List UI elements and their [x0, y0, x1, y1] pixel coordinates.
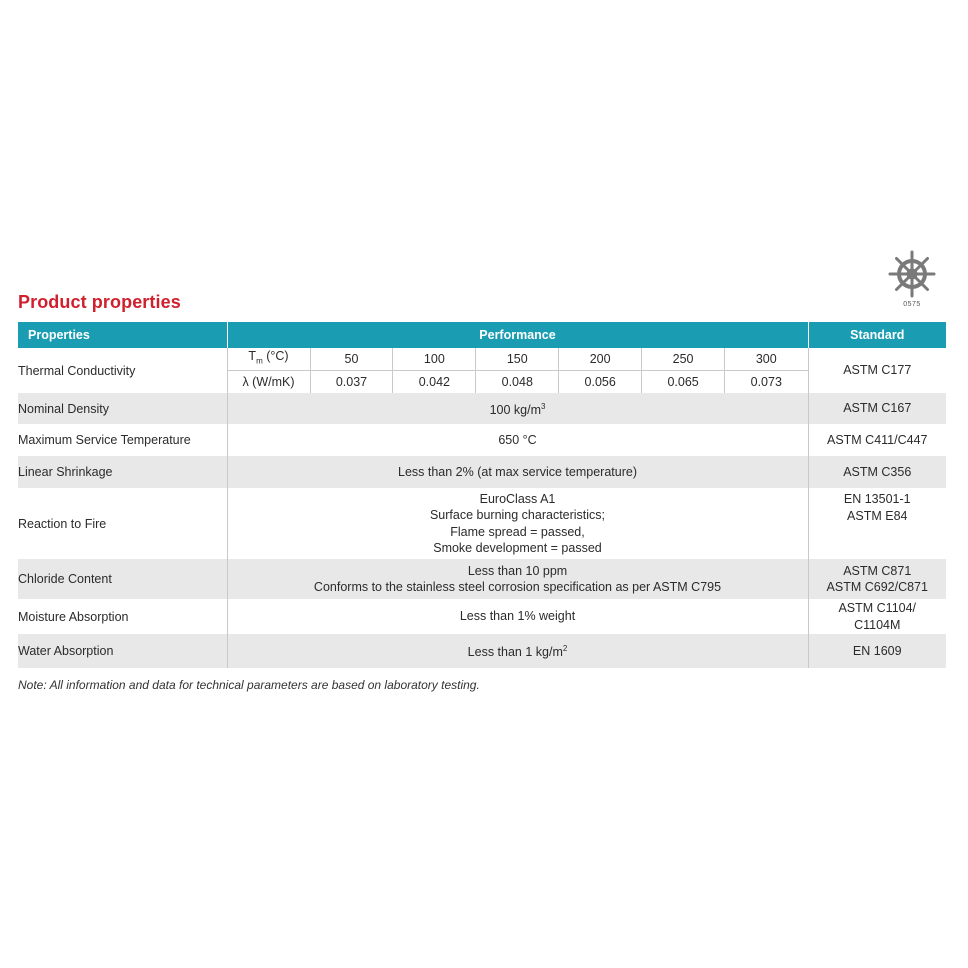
temperature-value: 250: [642, 348, 725, 371]
table-row-reaction-to-fire: [18, 488, 946, 559]
table-row-linear-shrinkage: [18, 456, 946, 488]
table-row-nominal-density: [18, 393, 946, 424]
standard-value: ASTM C177: [808, 348, 946, 393]
standard-value: ASTM C871 ASTM C692/C871: [808, 559, 946, 599]
conductivity-label: λ (W/mK): [228, 371, 311, 394]
table-row-thermal-conductivity: [18, 348, 946, 393]
temperature-value: 150: [476, 348, 559, 371]
temperature-row: [228, 348, 808, 371]
properties-table: [18, 322, 946, 668]
logo-code: 0575: [903, 301, 921, 308]
thermal-conductivity-grid: [227, 348, 808, 393]
temperature-value: 300: [725, 348, 808, 371]
standard-value: ASTM C356: [808, 456, 946, 488]
temperature-label: $T_m$ (°C): [228, 348, 311, 371]
footnote: Note: All information and data for technical parameters are based on laboratory testing.: [18, 678, 480, 692]
conductivity-row: [228, 371, 808, 394]
standard-value: ASTM C1104/ C1104M: [808, 599, 946, 634]
standard-value: EN 13501-1 ASTM E84: [808, 488, 946, 559]
property-label: Moisture Absorption: [18, 599, 227, 634]
performance-value: Less than 1% weight: [227, 599, 808, 634]
page-title: Product properties: [18, 292, 181, 312]
property-label: Nominal Density: [18, 393, 227, 424]
conductivity-value: 0.056: [559, 371, 642, 394]
temperature-value: 200: [559, 348, 642, 371]
header-properties: Properties: [18, 322, 227, 348]
performance-value: Less than 1 $kg/m^2$: [227, 634, 808, 668]
property-label: Water Absorption: [18, 634, 227, 668]
performance-value: Less than 10 ppm Conforms to the stainless steel corrosion specification as per ASTM C795: [227, 559, 808, 599]
performance-value: 100 $kg/m^3$: [227, 393, 808, 424]
property-label: Reaction to Fire: [18, 488, 227, 559]
property-label: Linear Shrinkage: [18, 456, 227, 488]
conductivity-value: 0.037: [310, 371, 393, 394]
table-row-moisture-absorption: [18, 599, 946, 634]
property-label: Thermal Conductivity: [18, 348, 227, 393]
conductivity-value: 0.048: [476, 371, 559, 394]
property-label: Chloride Content: [18, 559, 227, 599]
table-header-row: [18, 322, 946, 348]
temperature-value: 100: [393, 348, 476, 371]
header-performance: Performance: [227, 322, 808, 348]
standard-value: ASTM C411/C447: [808, 424, 946, 456]
conductivity-value: 0.073: [725, 371, 808, 394]
standard-value: EN 1609: [808, 634, 946, 668]
temperature-value: 50: [310, 348, 393, 371]
table-row-water-absorption: [18, 634, 946, 668]
property-label: Maximum Service Temperature: [18, 424, 227, 456]
conductivity-value: 0.042: [393, 371, 476, 394]
standard-value: ASTM C167: [808, 393, 946, 424]
conductivity-value: 0.065: [642, 371, 725, 394]
performance-value: Less than 2% (at max service temperature): [227, 456, 808, 488]
performance-value: EuroClass A1 Surface burning characteristics; Flame spread = passed, Smoke development = passed: [227, 488, 808, 559]
table-row-chloride-content: [18, 559, 946, 599]
table-row-max-service-temperature: [18, 424, 946, 456]
performance-value: 650 °C: [227, 424, 808, 456]
header-standard: Standard: [808, 322, 946, 348]
